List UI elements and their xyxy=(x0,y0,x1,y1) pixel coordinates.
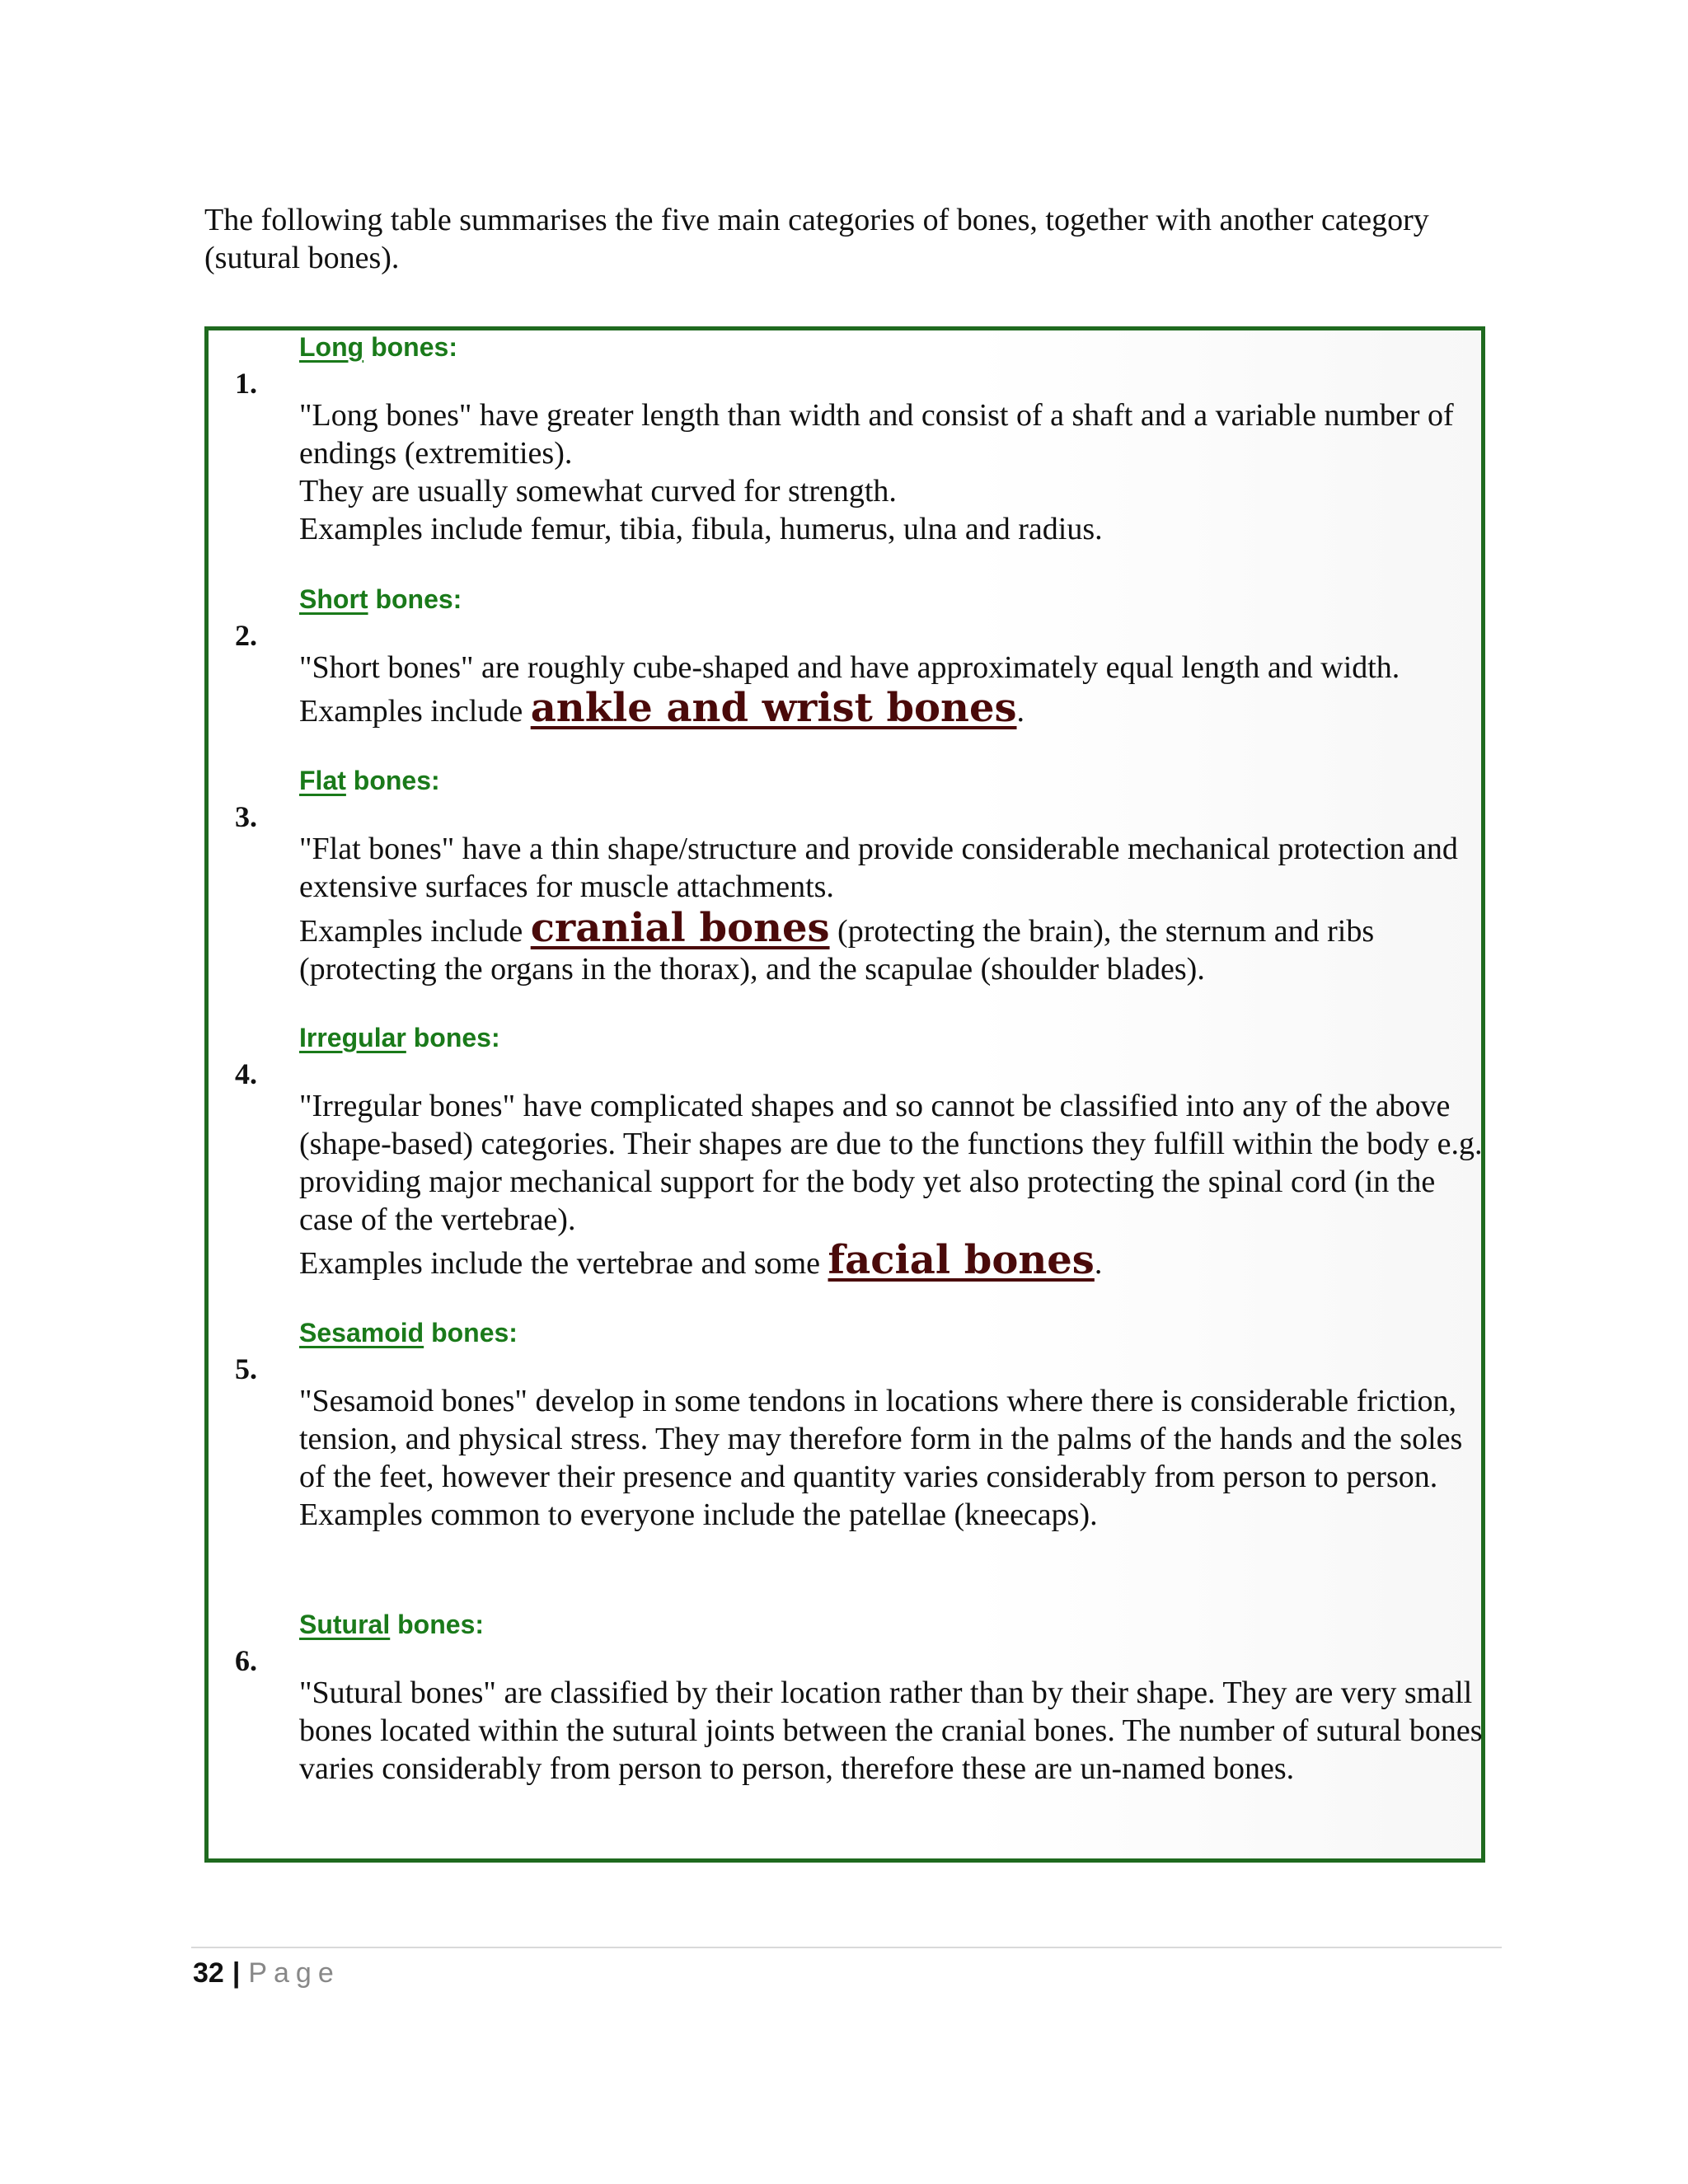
examples-suffix: (protecting the brain), the sternum and ribs (protecting the organs in the thorax), and the scapulae (shoulder blades). xyxy=(299,914,1375,987)
category-description xyxy=(299,649,1486,733)
bone-categories-table xyxy=(204,326,1485,1863)
heading-link[interactable]: Long xyxy=(299,332,364,362)
examples-line xyxy=(299,1239,1486,1285)
category-heading xyxy=(299,764,440,797)
heading-suffix: bones: xyxy=(424,1318,518,1347)
item-number: 1. xyxy=(235,367,257,400)
category-description xyxy=(299,1087,1486,1285)
category-heading xyxy=(299,330,457,363)
item-number: 5. xyxy=(235,1352,257,1385)
category-description xyxy=(299,830,1486,988)
description-line: "Sesamoid bones" develop in some tendons in locations where there is considerable friction, tension, and physical stress. They may therefore form in the palms of the hands and the soles of the feet, however their presence and quantity varies considerably from person to person. xyxy=(299,1384,1463,1494)
footer-separator: | xyxy=(232,1957,241,1989)
description-line: "Sutural bones" are classified by their location rather than by their shape. They are very small bones located within the sutural joints between the cranial bones. The number of sutural bones varies considerably from person to person, therefore these are un-named bones. xyxy=(299,1675,1483,1786)
description-line: "Flat bones" have a thin shape/structure and provide considerable mechanical protection and extensive surfaces for muscle attachments. xyxy=(299,832,1458,904)
heading-suffix: bones: xyxy=(390,1610,485,1639)
examples-suffix: . xyxy=(1094,1246,1103,1281)
facial-bones-link[interactable]: facial bones xyxy=(828,1237,1095,1283)
heading-link[interactable]: Sesamoid xyxy=(299,1318,424,1347)
heading-link[interactable]: Flat xyxy=(299,766,346,795)
page-footer xyxy=(193,1955,340,1991)
heading-suffix: bones: xyxy=(345,766,440,795)
category-description xyxy=(299,1674,1486,1788)
item-number: 2. xyxy=(235,619,257,652)
examples-line xyxy=(299,687,1486,733)
category-heading xyxy=(299,583,462,616)
description-line: "Long bones" have greater length than width and consist of a shaft and a variable number of endings (extremities). xyxy=(299,398,1454,471)
ankle-wrist-bones-link[interactable]: ankle and wrist bones xyxy=(530,685,1017,731)
description-line: Examples include femur, tibia, fibula, humerus, ulna and radius. xyxy=(299,512,1103,546)
heading-suffix: bones: xyxy=(363,332,457,362)
description-line: "Irregular bones" have complicated shapes and so cannot be classified into any of the above (shape-based) categories. Their shapes are due to the functions they fulfill within the body e.g. providing major mechanical support for the body yet also protecting the spinal cord (in the case of the vertebrae). xyxy=(299,1089,1483,1237)
item-number: 3. xyxy=(235,800,257,833)
examples-prefix: Examples include the vertebrae and some xyxy=(299,1246,828,1281)
examples-prefix: Examples include xyxy=(299,694,531,729)
page-label: Page xyxy=(248,1957,340,1989)
heading-suffix: bones: xyxy=(406,1023,500,1052)
heading-link[interactable]: Short xyxy=(299,584,368,614)
page-number: 32 xyxy=(193,1957,224,1989)
description-line: "Short bones" are roughly cube-shaped and have approximately equal length and width. xyxy=(299,650,1400,685)
category-description xyxy=(299,396,1486,548)
category-heading xyxy=(299,1316,518,1349)
category-heading xyxy=(299,1608,484,1641)
description-line: Examples common to everyone include the patellae (kneecaps). xyxy=(299,1497,1098,1532)
heading-suffix: bones: xyxy=(368,584,462,614)
examples-prefix: Examples include xyxy=(299,914,531,949)
category-heading xyxy=(299,1021,500,1054)
description-line: They are usually somewhat curved for strength. xyxy=(299,474,897,509)
item-number: 6. xyxy=(235,1644,257,1677)
heading-link[interactable]: Sutural xyxy=(299,1610,391,1639)
heading-link[interactable]: Irregular xyxy=(299,1023,406,1052)
intro-paragraph: The following table summarises the five main categories of bones, together with another category (sutural bones). xyxy=(204,203,1429,275)
cranial-bones-link[interactable]: cranial bones xyxy=(530,905,830,951)
examples-suffix: . xyxy=(1016,694,1025,729)
item-number: 4. xyxy=(235,1057,257,1090)
category-description xyxy=(299,1382,1486,1534)
footer-divider xyxy=(191,1947,1502,1948)
examples-line xyxy=(299,905,1486,988)
